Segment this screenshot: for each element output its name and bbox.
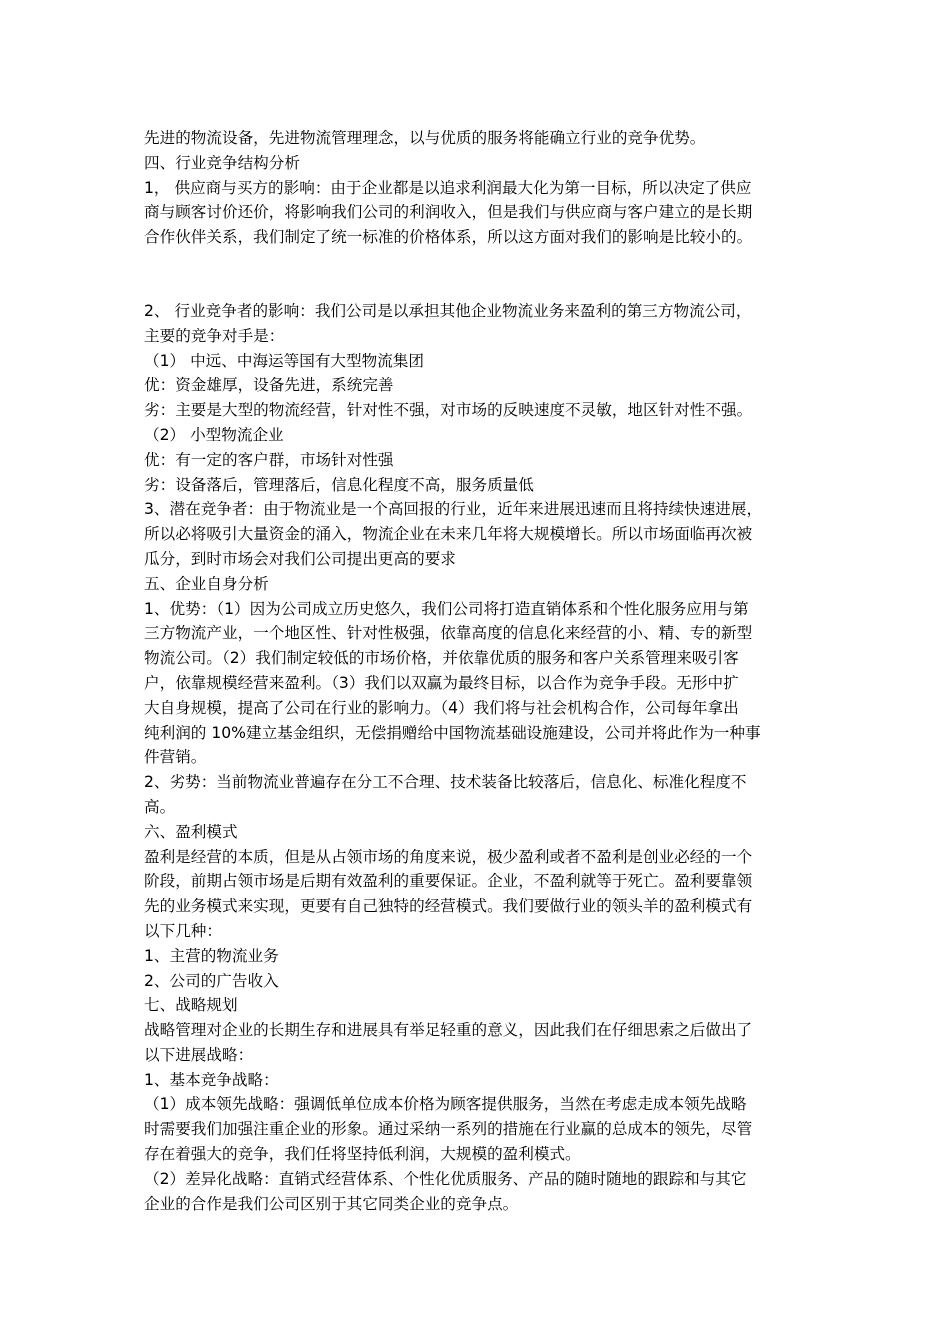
text-line: 所以必将吸引大量资金的涌入，物流企业在未来几年将大规模增长。所以市场面临再次被 xyxy=(144,525,753,544)
text-line: 2、公司的广告收入 xyxy=(144,971,279,990)
paragraph-gap xyxy=(144,250,820,299)
text-line: （2） 小型物流企业 xyxy=(144,425,284,444)
text-line: 主要的竞争对手是： xyxy=(144,326,285,345)
text-line: 四、行业竞争结构分析 xyxy=(144,153,300,172)
text-line: 高。 xyxy=(144,797,176,816)
document-page xyxy=(144,126,820,1216)
text-line: 1、优势：（1）因为公司成立历史悠久，我们公司将打造直销体系和个性化服务应用与第 xyxy=(144,599,749,618)
text-line: 2、 行业竞争者的影响：我们公司是以承担其他企业物流业务来盈利的第三方物流公司， xyxy=(144,301,752,320)
text-line: 先的业务模式来实现，更要有自己独特的经营模式。我们要做行业的领头羊的盈利模式有 xyxy=(144,897,753,916)
text-line: 1、主营的物流业务 xyxy=(144,946,279,965)
text-line: 物流公司。（2）我们制定较低的市场价格，并依靠优质的服务和客户关系管理来吸引客 xyxy=(144,649,739,668)
text-line: 时需要我们加强注重企业的形象。通过采纳一系列的措施在行业赢的总成本的领先，尽管 xyxy=(144,1120,753,1139)
text-line: 五、企业自身分析 xyxy=(144,574,269,593)
text-line: 六、盈利模式 xyxy=(144,822,238,841)
text-block-lower xyxy=(144,299,820,1216)
text-line: 优：有一定的客户群，市场针对性强 xyxy=(144,450,394,469)
text-line: 1， 供应商与买方的影响：由于企业都是以追求利润最大化为第一目标，所以决定了供应 xyxy=(144,178,752,197)
text-line: 劣：设备落后，管理落后，信息化程度不高，服务质量低 xyxy=(144,475,534,494)
text-line: 劣：主要是大型的物流经营，针对性不强，对市场的反映速度不灵敏，地区针对性不强。 xyxy=(144,401,753,420)
text-line: 盈利是经营的本质，但是从占领市场的角度来说，极少盈利或者不盈利是创业必经的一个 xyxy=(144,847,753,866)
text-line: 商与顾客讨价还价，将影响我们公司的利润收入，但是我们与供应商与客户建立的是长期 xyxy=(144,203,753,222)
text-line: 先进的物流设备，先进物流管理理念，以与优质的服务将能确立行业的竞争优势。 xyxy=(144,129,706,147)
text-line: 件营销。 xyxy=(144,748,207,767)
text-line: 战略管理对企业的长期生存和进展具有举足轻重的意义，因此我们在仔细思索之后做出了 xyxy=(144,1021,753,1040)
text-line: 1、基本竞争战略： xyxy=(144,1070,279,1089)
text-line: 合作伙伴关系，我们制定了统一标准的价格体系，所以这方面对我们的影响是比较小的。 xyxy=(144,228,753,247)
text-line: （1）成本领先战略：强调低单位成本价格为顾客提供服务，当然在考虑走成本领先战略 xyxy=(144,1095,747,1114)
text-line: 户，依靠规模经营来盈利。（3）我们以双赢为最终目标，以合作为竞争手段。无形中扩 xyxy=(144,673,739,692)
text-line: 大自身规模，提高了公司在行业的影响力。（4）我们将与社会机构合作，公司每年拿出 xyxy=(144,698,739,717)
text-line: （1） 中远、中海运等国有大型物流集团 xyxy=(144,351,424,370)
text-line: 纯利润的 10%建立基金组织，无偿捐赠给中国物流基础设施建设，公司并将此作为一种事 xyxy=(144,723,761,742)
text-line: 存在着强大的竞争，我们任将坚持低利润，大规模的盈利模式。 xyxy=(144,1145,581,1164)
text-line: 阶段，前期占领市场是后期有效盈利的重要保证。企业，不盈利就等于死亡。盈利要靠领 xyxy=(144,872,753,891)
text-line: 3、潜在竞争者：由于物流业是一个高回报的行业，近年来进展迅速而且将持续快速进展， xyxy=(144,500,763,519)
text-line: 瓜分，到时市场会对我们公司提出更高的要求 xyxy=(144,549,456,568)
text-line: （2）差异化战略：直销式经营体系、个性化优质服务、产品的随时随地的跟踪和与其它 xyxy=(144,1169,747,1188)
text-line: 七、战略规划 xyxy=(144,996,238,1015)
text-line: 2、劣势：当前物流业普遍存在分工不合理、技术装备比较落后，信息化、标准化程度不 xyxy=(144,773,747,792)
text-block-upper xyxy=(144,126,820,250)
text-line: 以下几种： xyxy=(144,921,222,940)
text-line: 企业的合作是我们公司区别于其它同类企业的竞争点。 xyxy=(144,1194,519,1213)
text-line: 以下进展战略： xyxy=(144,1045,254,1064)
text-line: 三方物流产业，一个地区性、针对性极强，依靠高度的信息化来经营的小、精、专的新型 xyxy=(144,624,753,643)
text-line: 优：资金雄厚，设备先进，系统完善 xyxy=(144,376,394,395)
